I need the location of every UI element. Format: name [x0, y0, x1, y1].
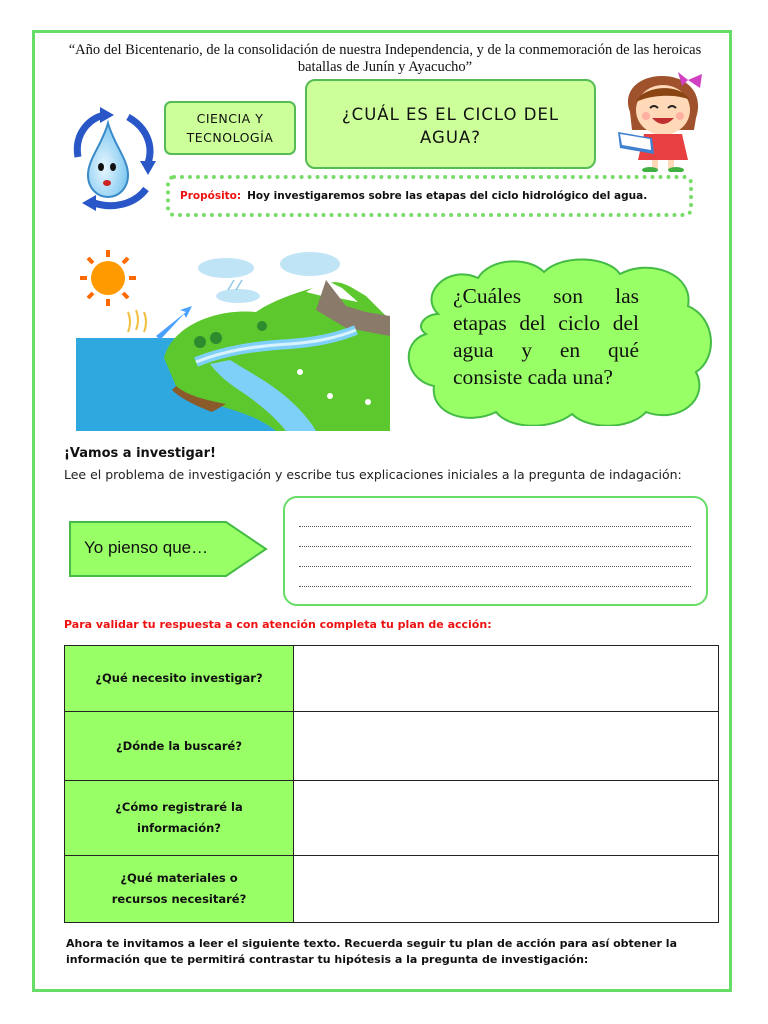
- purpose-box: [166, 175, 693, 217]
- plan-question: [65, 712, 294, 781]
- action-plan-table: [64, 645, 719, 923]
- girl-reading-illustration: [608, 72, 720, 172]
- table-row: [65, 781, 719, 856]
- purpose-text: Hoy investigaremos sobre las etapas del ciclo hidrológico del agua.: [247, 190, 648, 202]
- answer-line[interactable]: [299, 526, 691, 527]
- plan-question-text: ¿Qué materiales o: [120, 871, 238, 885]
- plan-question-text: ¿Qué necesito investigar?: [95, 671, 263, 685]
- plan-answer-cell[interactable]: [294, 712, 719, 781]
- plan-question-text: ¿Cómo registraré la: [115, 800, 243, 814]
- plan-answer-cell[interactable]: [294, 646, 719, 712]
- subject-line-2: TECNOLOGÍA: [186, 130, 274, 145]
- plan-answer-cell[interactable]: [294, 856, 719, 923]
- cloud-question-text: ¿Cuáles son las etapas del ciclo del agua y en qué consiste cada una?: [453, 284, 639, 389]
- plan-question: [65, 646, 294, 712]
- plan-question-text: información?: [137, 821, 221, 835]
- plan-question-text: recursos necesitaré?: [111, 892, 247, 906]
- table-row: [65, 646, 719, 712]
- plan-question: [65, 781, 294, 856]
- subject-line-1: CIENCIA Y: [196, 111, 264, 126]
- subject-box: [164, 101, 296, 155]
- plan-question: [65, 856, 294, 923]
- hypothesis-answer-box[interactable]: [283, 496, 708, 606]
- answer-line[interactable]: [299, 546, 691, 547]
- table-row: [65, 856, 719, 923]
- page-title: [305, 79, 596, 169]
- title-line-1: ¿CUÁL ES EL CICLO DEL: [341, 105, 560, 124]
- purpose-label: Propósito:: [180, 190, 242, 202]
- answer-line[interactable]: [299, 586, 691, 587]
- closing-text: Ahora te invitamos a leer el siguiente texto. Recuerda seguir tu plan de acción para así obtener la información que te permitirá contrastar tu hipótesis a la pregunta de investigación:: [66, 937, 678, 966]
- answer-line[interactable]: [299, 566, 691, 567]
- table-row: [65, 712, 719, 781]
- water-cycle-icon: [60, 105, 160, 217]
- plan-question-text: ¿Dónde la buscaré?: [115, 738, 243, 753]
- water-cycle-landscape: [76, 246, 390, 431]
- header-motto: “Año del Bicentenario, de la consolidación de nuestra Independencia, y de la conmemoración de las heroicas batallas de Junín y Ayacucho”: [68, 42, 702, 75]
- investigate-heading: ¡Vamos a investigar!: [64, 446, 216, 461]
- hypothesis-label: Yo pienso que…: [84, 538, 209, 557]
- plan-answer-cell[interactable]: [294, 781, 719, 856]
- plan-intro: Para validar tu respuesta a con atención completa tu plan de acción:: [64, 618, 492, 631]
- title-line-2: AGUA?: [420, 128, 481, 147]
- investigate-instructions: Lee el problema de investigación y escribe tus explicaciones iniciales a la pregunta de indagación:: [64, 467, 682, 482]
